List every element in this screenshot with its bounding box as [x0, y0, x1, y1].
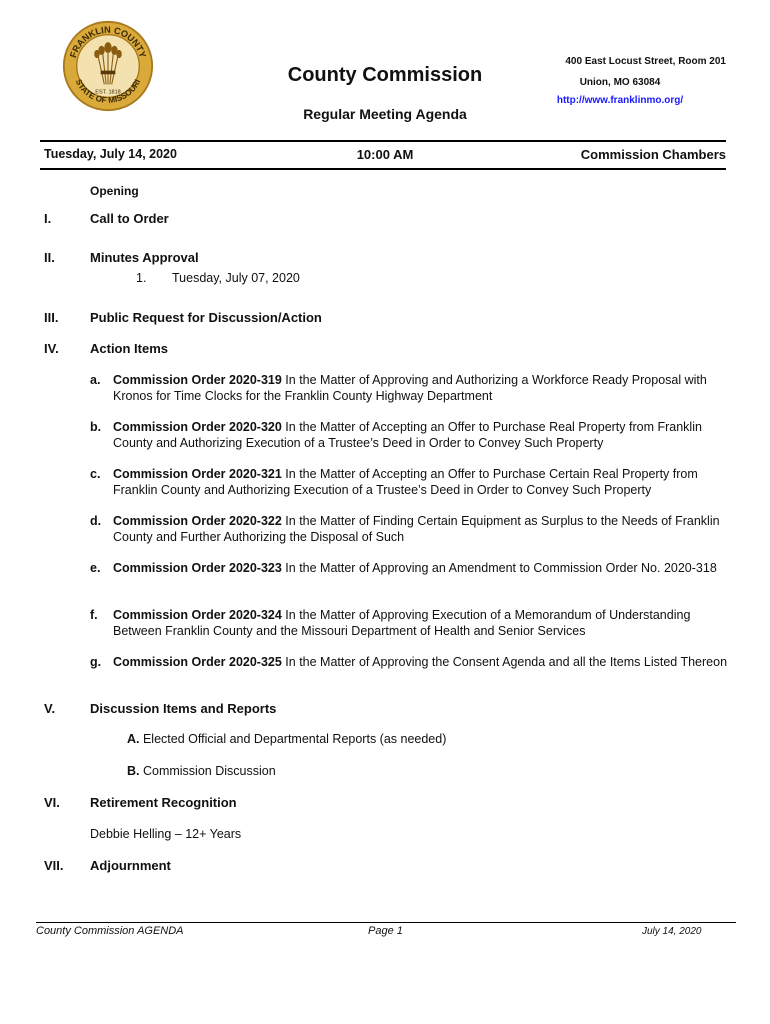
- meeting-date: Tuesday, July 14, 2020: [44, 147, 177, 161]
- commission-order-number: Commission Order 2020-319: [113, 373, 282, 387]
- action-item-letter: g.: [90, 655, 102, 669]
- minutes-item-text: Tuesday, July 07, 2020: [172, 271, 300, 285]
- action-item: [90, 560, 740, 576]
- action-item: [90, 607, 740, 639]
- section-number: V.: [44, 701, 56, 716]
- commission-order-number: Commission Order 2020-324: [113, 608, 282, 622]
- section-title: Adjournment: [90, 858, 171, 873]
- header-top-rule: [40, 140, 726, 142]
- action-item: [90, 513, 740, 545]
- section-title: Public Request for Discussion/Action: [90, 310, 322, 325]
- section-title: Call to Order: [90, 211, 169, 226]
- action-item-letter: f.: [90, 608, 98, 622]
- opening-label: Opening: [90, 184, 139, 198]
- action-item-text: In the Matter of Approving the Consent Agenda and all the Items Listed Thereon: [281, 655, 728, 669]
- commission-order-number: Commission Order 2020-323: [113, 561, 282, 575]
- section-title: Discussion Items and Reports: [90, 701, 277, 716]
- meeting-time: 10:00 AM: [356, 147, 414, 162]
- meeting-place: Commission Chambers: [580, 147, 726, 162]
- action-item: [90, 654, 740, 670]
- discussion-item-text: Elected Official and Departmental Reports (as needed): [139, 732, 447, 746]
- svg-text:STATE OF MISSOURI: STATE OF MISSOURI: [73, 77, 143, 105]
- action-item-text: In the Matter of Approving an Amendment to Commission Order No. 2020-318: [281, 561, 717, 575]
- action-item-text: In the Matter of Approving Execution of a Memorandum of Understanding Between Franklin County and the Missouri Department of Health and Senior Services: [113, 608, 691, 638]
- address-street: 400 East Locust Street, Room 201: [565, 56, 726, 67]
- footer-page-number: Page 1: [368, 925, 403, 937]
- address-city: Union, MO 63084: [579, 77, 661, 88]
- commission-order-number: Commission Order 2020-322: [113, 514, 282, 528]
- action-item-text: In the Matter of Accepting an Offer to Purchase Certain Real Property from Franklin County and Authorizing Execution of a Trustee’s Deed in Order to Convey Such Property: [113, 467, 698, 497]
- action-item: [90, 466, 740, 498]
- action-item: [90, 419, 740, 451]
- discussion-item-text: Commission Discussion: [139, 764, 276, 778]
- discussion-item: [127, 764, 276, 778]
- header-bottom-rule: [40, 168, 726, 170]
- action-item-text: In the Matter of Accepting an Offer to Purchase Real Property from Franklin County and Authorizing Execution of a Trustee’s Deed in Order to Convey Such Property: [113, 420, 702, 450]
- action-item-letter: e.: [90, 561, 101, 575]
- discussion-item-letter: B.: [127, 764, 140, 778]
- svg-text:FRANKLIN COUNTY: FRANKLIN COUNTY: [68, 24, 148, 59]
- commission-order-number: Commission Order 2020-321: [113, 467, 282, 481]
- section-number: IV.: [44, 341, 59, 356]
- footer-rule: [36, 922, 736, 923]
- footer-document-name: County Commission AGENDA: [36, 925, 184, 937]
- section-title: Minutes Approval: [90, 250, 199, 265]
- section-number: I.: [44, 211, 52, 226]
- commission-order-number: Commission Order 2020-325: [113, 655, 282, 669]
- action-item-letter: a.: [90, 373, 101, 387]
- section-title: Action Items: [90, 341, 169, 356]
- section-number: VI.: [44, 795, 60, 810]
- action-item-text: In the Matter of Finding Certain Equipment as Surplus to the Needs of Franklin County and Further Authorizing the Disposal of Such: [113, 514, 720, 544]
- section-number: VII.: [44, 858, 64, 873]
- section-number: III.: [44, 310, 59, 325]
- section-title: Retirement Recognition: [90, 795, 237, 810]
- section-number: II.: [44, 250, 55, 265]
- action-item-text: In the Matter of Approving and Authorizing a Workforce Ready Proposal with Kronos for Time Clocks for the Franklin County Highway Department: [113, 373, 707, 403]
- website-link[interactable]: http://www.franklinmo.org/: [556, 95, 684, 106]
- action-item-letter: b.: [90, 420, 102, 434]
- retirement-honoree: Debbie Helling – 12+ Years: [90, 827, 242, 841]
- action-item-letter: c.: [90, 467, 101, 481]
- svg-text:EST. 1818: EST. 1818: [95, 89, 121, 96]
- page-title: County Commission: [287, 64, 483, 86]
- action-item: [90, 372, 740, 404]
- footer-date: July 14, 2020: [642, 926, 702, 937]
- page-subtitle: Regular Meeting Agenda: [303, 106, 467, 122]
- commission-order-number: Commission Order 2020-320: [113, 420, 282, 434]
- minutes-item-number: 1.: [136, 271, 147, 285]
- discussion-item-letter: A.: [127, 732, 140, 746]
- discussion-item: [127, 732, 446, 746]
- action-item-letter: d.: [90, 514, 102, 528]
